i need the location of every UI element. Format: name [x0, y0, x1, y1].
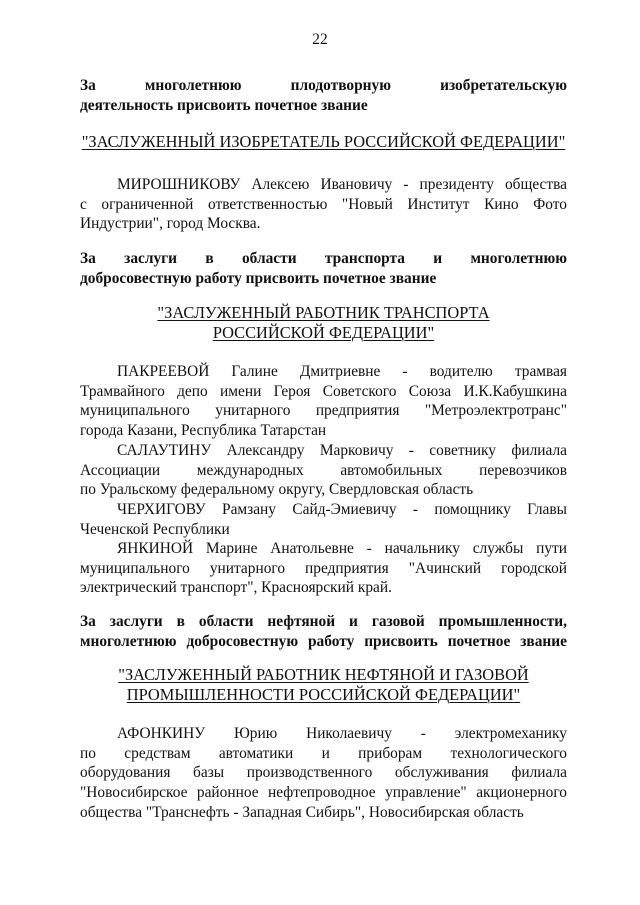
entry-cherkhigov — [80, 500, 567, 539]
intro-line: многолетнюю добросовестную работу присвоить почетное звание — [80, 632, 567, 650]
award-intro-inventor — [80, 76, 567, 115]
intro-line: За заслуги в области нефтяной и газовой промышленности, — [80, 613, 567, 630]
entry-line: "Новосибирское районное нефтепроводное управление" акционерного — [80, 784, 567, 802]
award-title-transport — [80, 303, 567, 343]
page-number: 22 — [312, 31, 328, 48]
entry-line: ПАКРЕЕВОЙ Галине Дмитриевне - водителю трамвая — [117, 363, 567, 380]
entry-line: города Казани, Республика Татарстан — [80, 422, 327, 440]
intro-line: деятельность присвоить почетное звание — [80, 96, 368, 114]
award-intro-transport — [80, 249, 567, 288]
entry-line: муниципального унитарного предприятия "Метроэлектротранс" — [80, 402, 567, 420]
entry-line: по Уральскому федеральному округу, Свердловская область — [80, 481, 474, 499]
entry-line: оборудования базы производственного обслуживания филиала — [80, 764, 567, 782]
entry-line: Трамвайного депо имени Героя Советского Союза И.К.Кабушкина — [80, 382, 567, 400]
entry-line: Чеченской Республики — [80, 520, 230, 538]
entry-yankina — [80, 539, 567, 598]
title-line: "ЗАСЛУЖЕННЫЙ ИЗОБРЕТАТЕЛЬ РОССИЙСКОЙ ФЕДЕРАЦИИ" — [81, 132, 566, 151]
intro-line: За заслуги в области транспорта и многолетнюю — [80, 250, 567, 267]
entry-line: САЛАУТИНУ Александру Марковичу - советнику филиала — [117, 442, 567, 459]
entry-line: ЯНКИНОЙ Марине Анатольевне - начальнику службы пути — [117, 540, 567, 557]
title-line: РОССИЙСКОЙ ФЕДЕРАЦИИ" — [212, 323, 435, 342]
title-line: "ЗАСЛУЖЕННЫЙ РАБОТНИК НЕФТЯНОЙ И ГАЗОВОЙ — [118, 665, 529, 684]
entry-line: МИРОШНИКОВУ Алексею Ивановичу - президенту общества — [117, 176, 567, 193]
award-title-inventor — [80, 132, 567, 152]
entry-line: электрический транспорт", Красноярский край. — [80, 579, 392, 597]
title-line: ПРОМЫШЛЕННОСТИ РОССИЙСКОЙ ФЕДЕРАЦИИ" — [126, 685, 521, 704]
award-title-oil-gas — [80, 665, 567, 705]
entry-afonkin — [80, 724, 567, 823]
intro-line: добросовестную работу присвоить почетное звание — [80, 269, 437, 287]
entry-pakreeva — [80, 362, 567, 441]
entry-salautin — [80, 441, 567, 500]
entry-line: Ассоциации международных автомобильных перевозчиков — [80, 461, 567, 479]
entry-line: Индустрии", город Москва. — [80, 215, 261, 233]
entry-line: по средствам автоматики и приборам технологического — [80, 744, 567, 762]
entry-line: муниципального унитарного предприятия "Ачинский городской — [80, 559, 567, 577]
award-intro-oil-gas — [80, 612, 567, 651]
entry-line: ЧЕРХИГОВУ Рамзану Сайд-Эмиевичу - помощнику Главы — [117, 501, 567, 518]
entry-line: общества "Транснефть - Западная Сибирь", Новосибирская область — [80, 803, 524, 821]
entry-miroshnikov — [80, 175, 567, 234]
entry-line: АФОНКИНУ Юрию Николаевичу - электромеханику — [117, 725, 567, 742]
intro-line: За многолетнюю плодотворную изобретательскую — [80, 77, 567, 94]
title-line: "ЗАСЛУЖЕННЫЙ РАБОТНИК ТРАНСПОРТА — [157, 303, 490, 322]
entry-line: с ограниченной ответственностью "Новый Институт Кино Фото — [80, 195, 567, 213]
